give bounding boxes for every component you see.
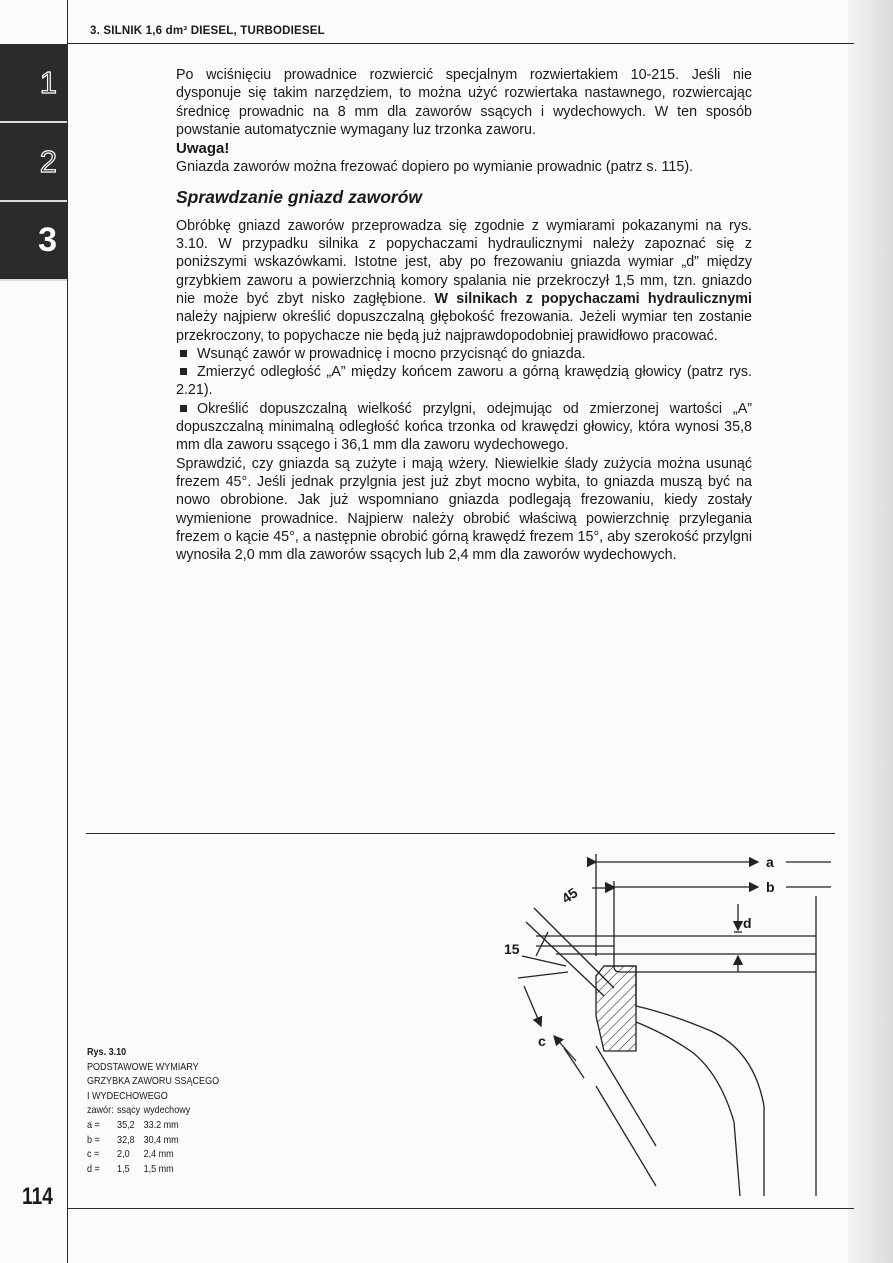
bullet-item: Wsunąć zawór w prowadnicę i mocno przycisnąć do gniazda. [176,345,752,363]
valve-seat-diagram [496,846,836,1196]
dimension-label-c: c [538,1033,546,1049]
header-rule [67,43,854,44]
figure-caption [87,1045,225,1176]
chapter-tab-3[interactable]: 3 [0,202,67,281]
angle-label-45: 45 [558,884,581,907]
paragraph-reaming: Po wciśnięciu prowadnice rozwiercić specjalnym rozwiertakiem 10-215. Jeśli nie dysponuje się takim narzędziem, to można użyć rozwiertaka nastawnego, rozwiercając średnicę prowadnic na 8 mm dla zaworów ssących i wydechowych. W ten sposób powstanie automatycznie wymagany luz trzonka zaworu. [176,67,752,138]
angle-label-15: 15 [504,941,520,957]
paragraph-hydraulic-emphasis: W silnikach z popychaczami hydraulicznymi [434,290,752,307]
body-text [176,66,752,564]
chapter-tabs [0,44,67,281]
warning-text: Gniazda zaworów można frezować dopiero po wymianie prowadnic (patrz s. 115). [176,159,694,176]
paragraph-seat-machining-start: Obróbkę gniazd zaworów przeprowadza się zgodnie z wymiarami pokazanymi na rys. 3.10. W przypadku silnika z popychaczami hydraulicznymi należy zapoznać się z poniższymi wskazówkami. Istotne jest, aby po frezowaniu gniazda wymiar „d” między grzybkiem zaworu a powierzchnią komory spalania nie przekroczył 1,5 mm, tzn. gniazdo nie może być zbyt nisko zagłębione. [176,217,752,307]
figure-number: Rys. 3.10 [87,1046,127,1058]
dimension-label-a: a [766,854,774,870]
bullet-square-icon [180,350,187,357]
running-head: 3. SILNIK 1,6 dm³ DIESEL, TURBODIESEL [90,25,325,37]
page-number: 114 [22,1183,53,1210]
bullet-square-icon [180,405,187,412]
figure-top-rule [86,833,835,834]
table-row: d = 1,5 1,5 mm [87,1162,174,1175]
margin-rule [67,0,68,1263]
warning-label: Uwaga! [176,140,230,158]
figure-title-line: I WYDECHOWEGO [87,1089,168,1102]
paragraph-wear-check: Sprawdzić, czy gniazda są zużyte i mają wżery. Niewielkie ślady zużycia można usunąć frezem 45°. Jeśli jednak przylgnia jest już zbyt mocno wybita, to gniazda muszą być na nowo obrobione. Jak już wspomniano gniazda podlegają frezowaniu, kiedy zostały wymienione prowadnice. Najpierw należy obrobić właściwą powierzchnię przylegania frezem o kącie 45°, a następnie obrobić górną krawędź frezem 15°, aby szerokość przylgni wynosiła 2,0 mm dla zaworów ssących lub 2,4 mm dla zaworów wydechowych. [176,455,752,564]
figure-title-line: PODSTAWOWE WYMIARY [87,1060,199,1073]
table-row: b = 32,8 30,4 mm [87,1133,179,1146]
bullet-square-icon [180,368,187,375]
table-row: a = 35,2 33.2 mm [87,1118,179,1131]
paragraph-seat-machining-end: należy najpierw określić dopuszczalną głębokość frezowania. Jeżeli wymiar ten zostanie przekroczony, to popychacze nie będą już najprawdopodobniej prawidłowo pracować. [176,309,752,344]
page-spine-shadow [848,0,893,1263]
figure-title-line: GRZYBKA ZAWORU SSĄCEGO [87,1075,220,1088]
bullet-item: Zmierzyć odległość „A” między końcem zaworu a górną krawędzią głowicy (patrz rys. 2.21). [176,364,752,399]
chapter-tab-2[interactable]: 2 [0,123,67,202]
dimension-label-b: b [766,879,775,895]
dimension-table [87,1103,194,1176]
paragraph-seat-machining [176,217,752,345]
bullet-item: Określić dopuszczalną wielkość przylgni, odejmując od zmierzonej wartości „A” dopuszczalną minimalną odległość końca trzonka od krawędzi głowicy, która wynosi 35,8 mm dla zaworu ssącego i 36,1 mm dla zaworu wydechowego. [176,400,752,454]
footer-rule [67,1208,854,1209]
table-header-row: zawór: ssący wydechowy [87,1104,191,1117]
section-title: Sprawdzanie gniazd zaworów [176,186,423,207]
chapter-tab-1[interactable]: 1 [0,44,67,123]
dimension-label-d: d [743,915,752,931]
table-row: c = 2,0 2,4 mm [87,1148,174,1161]
